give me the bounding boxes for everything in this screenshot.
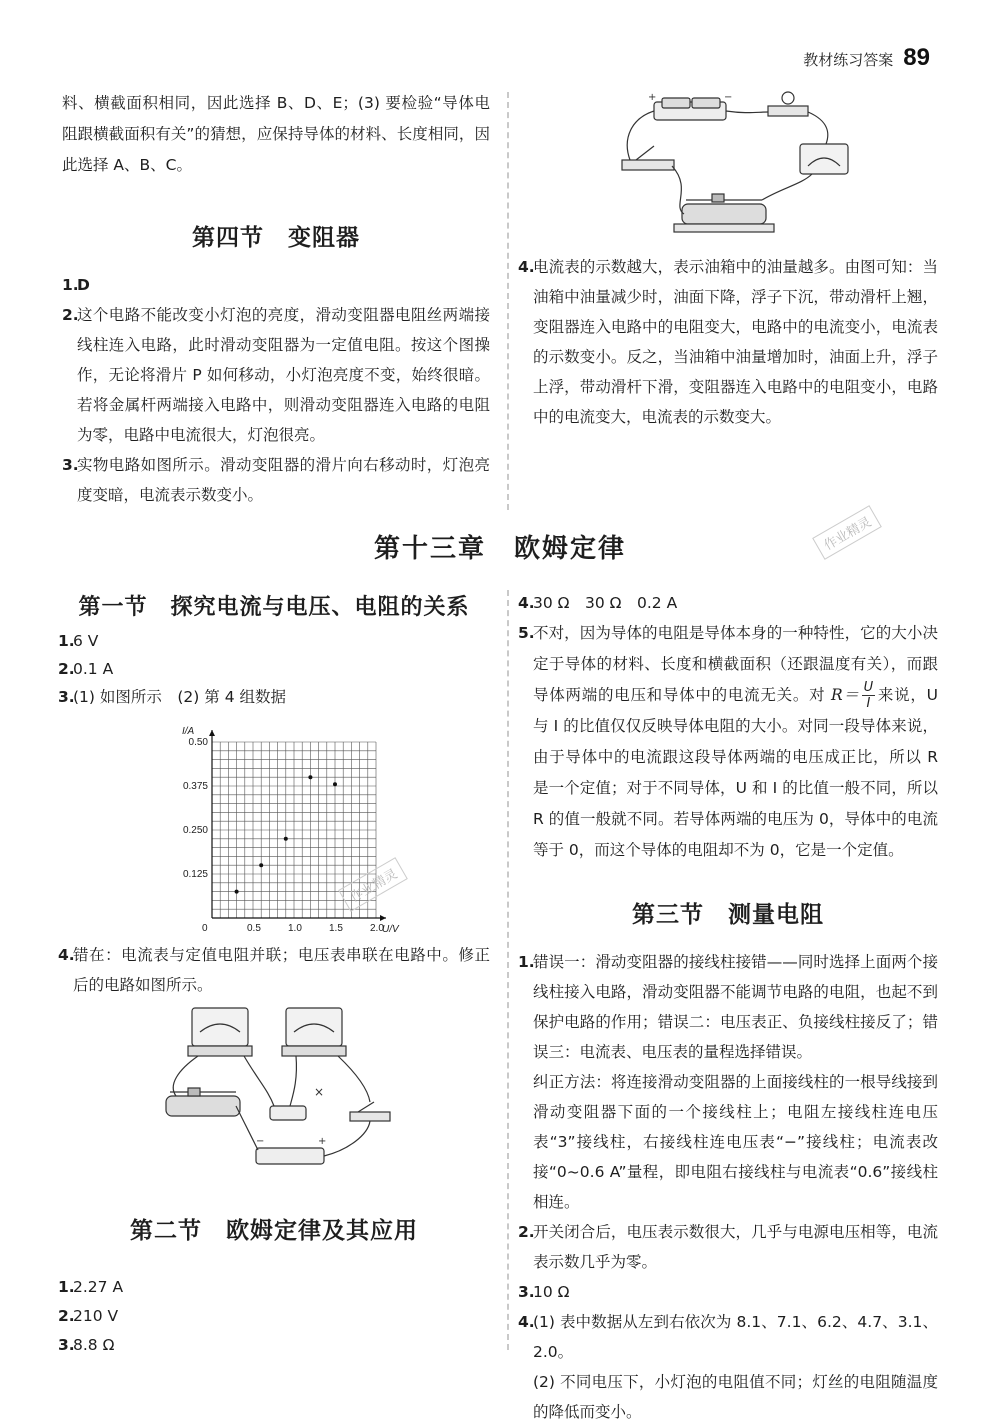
iv-scatter-chart — [160, 722, 400, 940]
item-number: 2. — [58, 660, 75, 678]
item-number: 4. — [518, 1313, 535, 1331]
section-title-rheostat: 第四节 变阻器 — [192, 225, 360, 251]
answer-item — [58, 1302, 490, 1331]
item-text: 2.27 A — [73, 1278, 124, 1296]
y-axis-label: I/A — [182, 726, 195, 737]
item-text: 0.1 A — [73, 660, 114, 678]
x-tick-label: 0 — [202, 923, 208, 934]
corrected-circuit-figure — [158, 1000, 398, 1170]
data-point — [284, 837, 288, 841]
item-text: D — [77, 276, 90, 294]
answer-item — [58, 627, 490, 655]
answer-item — [58, 683, 490, 711]
svg-text:−: − — [256, 1136, 265, 1147]
item-number: 2. — [58, 1307, 75, 1325]
item-text: 错在：电流表与定值电阻并联；电压表串联在电路中。修正后的电路如图所示。 — [73, 946, 490, 994]
lower-right-column — [518, 588, 938, 1427]
answer-item-fix — [518, 1067, 938, 1217]
answer-item — [518, 1217, 938, 1277]
x-tick-label: 1.5 — [329, 923, 343, 934]
x-axis-arrow — [380, 915, 386, 921]
answer-item — [518, 1307, 938, 1367]
svg-text:+: + — [318, 1136, 327, 1147]
answer-item — [58, 940, 490, 1000]
x-tick-label: 1.0 — [288, 923, 302, 934]
item-text: 不对，因为导体的电阻是导体本身的一种特性，它的大小决定于导体的材料、长度和横截面积（还跟温度有关），而跟导体两端的电压和导体中的电流无关。对 — [533, 624, 938, 704]
item-number: 2. — [518, 1223, 535, 1241]
upper-left-column — [62, 88, 490, 510]
item-text: (1) 如图所示 (2) 第 4 组数据 — [73, 688, 286, 706]
item-text: 实物电路如图所示。滑动变阻器的滑片向右移动时，灯泡亮度变暗，电流表示数变小。 — [77, 456, 490, 504]
item-number: 3. — [58, 688, 75, 706]
item-text: 开关闭合后，电压表示数很大，几乎与电源电压相等，电流表示数几乎为零。 — [533, 1223, 938, 1271]
chapter-title: 第十三章 欧姆定律 — [373, 534, 626, 564]
answer-item — [518, 618, 938, 866]
answer-item — [518, 252, 938, 432]
continuation-text: 料、横截面积相同，因此选择 B、D、E；(3) 要检验“导体电阻跟横截面积有关”的猜想，应保持导体的材料、长度相同，因此选择 A、B、C。 — [62, 94, 490, 174]
answer-item — [62, 300, 490, 450]
watermark-stamp: 作业精灵 — [338, 857, 408, 912]
y-tick-label: 0.50 — [188, 737, 208, 748]
item-number: 1. — [58, 1278, 75, 1296]
y-tick-label: 0.125 — [182, 869, 208, 880]
item-number: 4. — [518, 594, 535, 612]
answer-item-sub — [518, 1367, 938, 1427]
data-point — [235, 890, 239, 894]
answer-item — [58, 1331, 490, 1360]
answer-item — [62, 270, 490, 300]
svg-text:×: × — [314, 1085, 325, 1099]
rheostat-circuit-figure — [612, 88, 872, 248]
item-number: 1. — [518, 953, 535, 971]
item-text: (1) 表中数据从左到右依次为 8.1、7.1、6.2、4.7、3.1、2.0。 — [533, 1313, 938, 1361]
item-text: 10 Ω — [533, 1283, 570, 1301]
section-title-current-voltage: 第一节 探究电流与电压、电阻的关系 — [78, 595, 470, 620]
svg-text:−: − — [724, 92, 733, 103]
item-number: 3. — [62, 456, 79, 474]
page-header — [803, 44, 930, 72]
answer-item — [518, 947, 938, 1067]
fraction-numerator: U — [863, 680, 874, 695]
x-tick-label: 2.0 — [370, 923, 384, 934]
item-number: 5. — [518, 624, 535, 642]
item-number: 2. — [62, 306, 79, 324]
item-text: 这个电路不能改变小灯泡的亮度，滑动变阻器电阻丝两端接线柱连入电路，此时滑动变阻器为一定值电阻。按这个图操作，无论将滑片 P 如何移动，小灯泡亮度不变，始终很暗。若将金属杆两端接入电路中，则滑动变阻器连入电路的电阻为零，电路中电流很大，灯泡很亮。 — [77, 306, 490, 444]
item-number: 4. — [58, 946, 75, 964]
fraction-denominator: I — [866, 696, 871, 711]
header-title: 教材练习答案 — [803, 51, 894, 69]
item-text: 6 V — [73, 632, 99, 650]
section-title-ohms-law: 第二节 欧姆定律及其应用 — [130, 1218, 418, 1244]
item-fix-text: 纠正方法：将连接滑动变阻器的上面接线柱的一根导线接到滑动变阻器下面的一个接线柱上；电阻左接线柱连电压表“3”接线柱，右接线柱连电压表“−”接线柱；电流表改接“0~0.6 A”量程，即电阻右接线柱与电流表“0.6”接线柱相连。 — [533, 1073, 938, 1211]
answer-item — [58, 655, 490, 683]
y-tick-label: 0.375 — [182, 781, 208, 792]
page-number: 89 — [903, 44, 930, 71]
y-tick-label: 0.250 — [182, 825, 208, 836]
y-axis-arrow — [209, 730, 215, 736]
item-text-continued: 来说，U 与 I 的比值仅仅反映导体电阻的大小。对同一段导体来说，由于导体中的电流跟这段导体两端的电压成正比，所以 R 是一个定值；对于不同导体，U 和 I 的比值一般不同，所以 R 的值一般就不同。若导体两端的电压为 0，导体中的电流等于 0，而这个导体的电阻却不为 0，它是一个定值。 — [533, 686, 938, 859]
column-divider-top — [507, 92, 509, 510]
svg-text:+: + — [648, 92, 657, 103]
answer-item — [58, 1273, 490, 1302]
item-number: 4. — [518, 258, 535, 276]
item4-left — [58, 940, 490, 1000]
answer-item — [518, 1277, 938, 1307]
item-number: 1. — [58, 632, 75, 650]
item-number: 3. — [58, 1336, 75, 1354]
item-text: 8.8 Ω — [73, 1336, 115, 1354]
item-text: 错误一：滑动变阻器的接线柱接错——同时选择上面两个接线柱接入电路，滑动变阻器不能调节电路的电阻，也起不到保护电路的作用；错误二：电压表正、负接线柱接反了；错误三：电流表、电压表的量程选择错误。 — [533, 953, 938, 1061]
answer-item — [518, 588, 938, 618]
data-point — [333, 782, 337, 786]
item-text: 210 V — [73, 1307, 119, 1325]
item-text: 电流表的示数越大，表示油箱中的油量越多。由图可知：当油箱中油量减少时，油面下降，浮子下沉，带动滑杆上翘，变阻器连入电路中的电阻变大，电路中的电流变小，电流表的示数变小。反之，当油箱中油量增加时，油面上升，浮子上浮，带动滑杆下滑，变阻器连入电路中的电阻变小，电路中的电流变大，电流表的示数变大。 — [533, 258, 938, 426]
lower-left-column — [58, 590, 490, 711]
data-point — [308, 775, 312, 779]
answer-item — [62, 450, 490, 510]
x-tick-label: 0.5 — [247, 923, 261, 934]
section-title-measure-resistance: 第三节 测量电阻 — [632, 902, 824, 928]
item-number: 3. — [518, 1283, 535, 1301]
item-text: 30 Ω 30 Ω 0.2 A — [533, 594, 678, 612]
watermark-stamp: 作业精灵 — [812, 505, 882, 560]
upper-right-column — [518, 252, 938, 432]
item-number: 1. — [62, 276, 79, 294]
x-axis-label: U/V — [382, 924, 399, 935]
formula-lhs: R＝ — [831, 686, 860, 704]
item-text: (2) 不同电压下，小灯泡的电阻值不同；灯丝的电阻随温度的降低而变小。 — [533, 1373, 938, 1421]
section2-left — [58, 1212, 490, 1360]
column-divider-bottom — [507, 590, 509, 1350]
data-point — [259, 863, 263, 867]
fraction — [862, 680, 876, 711]
